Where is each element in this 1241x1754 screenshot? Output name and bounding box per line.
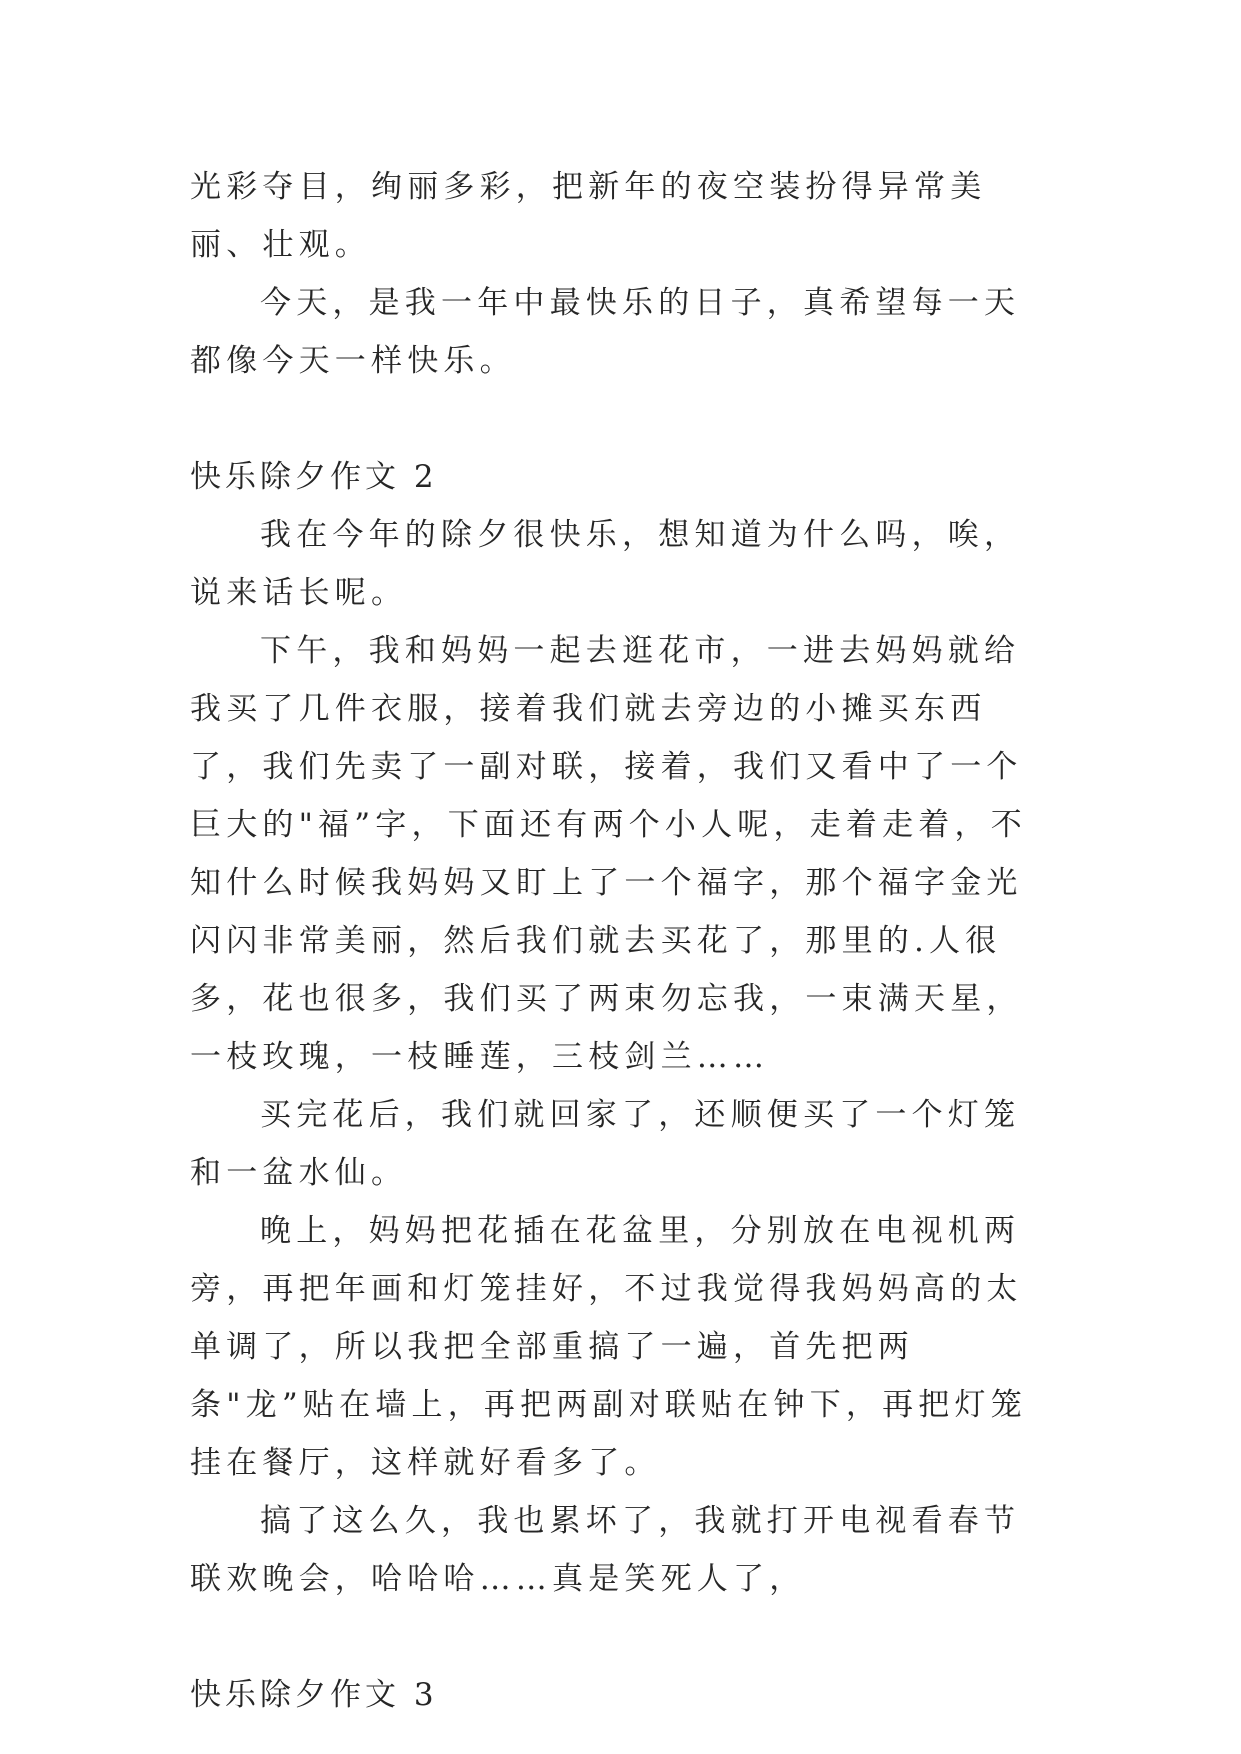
section-gap bbox=[190, 390, 1050, 448]
paragraph: 买完花后，我们就回家了，还顺便买了一个灯笼和一盆水仙。 bbox=[190, 1097, 1021, 1191]
section-heading: 快乐除夕作文 3 bbox=[190, 1677, 438, 1713]
paragraph: 我在今年的除夕很快乐，想知道为什么吗，唉，说来话长呢。 bbox=[190, 517, 1021, 611]
paragraph: 下午，我和妈妈一起去逛花市，一进去妈妈就给我买了几件衣服，接着我们就去旁边的小摊买东西了，我们先卖了一副对联，接着，我们又看中了一个巨大的"福”字，下面还有两个小人呢，走着走着，不知什么时候我妈妈又盯上了一个福字，那个福字金光闪闪非常美丽，然后我们就去买花了，那里的.人很多，花也很多，我们买了两束勿忘我，一束满天星，一枝玫瑰，一枝睡莲，三枝剑兰…… bbox=[190, 633, 1027, 1075]
section-heading: 快乐除夕作文 2 bbox=[190, 459, 438, 495]
paragraph: 晚上，妈妈把花插在花盆里，分别放在电视机两旁，再把年画和灯笼挂好，不过我觉得我妈妈高的太单调了，所以我把全部重搞了一遍，首先把两条"龙”贴在墙上，再把两副对联贴在钟下，再把灯笼挂在餐厅，这样就好看多了。 bbox=[190, 1213, 1027, 1481]
paragraph: 光彩夺目，绚丽多彩，把新年的夜空装扮得异常美丽、壮观。 bbox=[190, 169, 987, 263]
paragraph: 今天，是我一年中最快乐的日子，真希望每一天都像今天一样快乐。 bbox=[190, 285, 1021, 379]
document-body bbox=[190, 158, 1050, 1724]
paragraph: 搞了这么久，我也累坏了，我就打开电视看春节联欢晚会，哈哈哈……真是笑死人了， bbox=[190, 1503, 1021, 1597]
section-gap bbox=[190, 1608, 1050, 1666]
